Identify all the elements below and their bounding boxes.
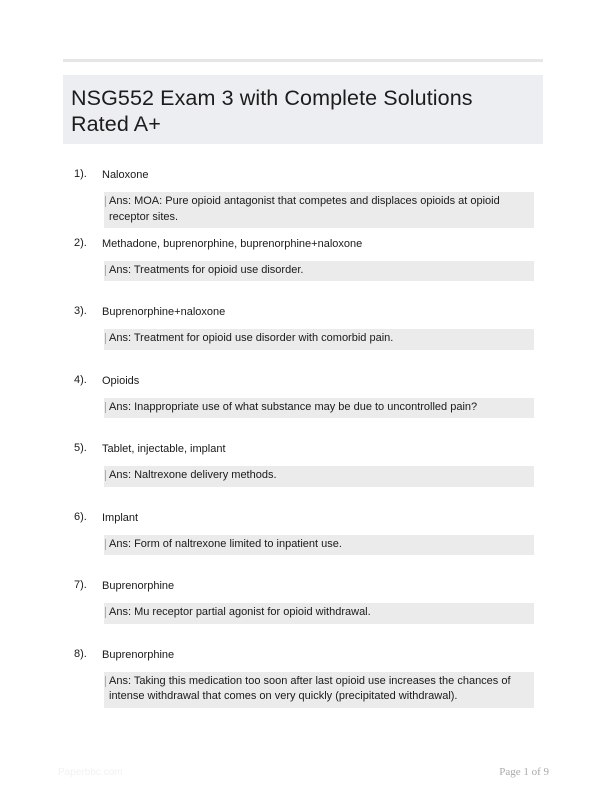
list-item (63, 510, 543, 579)
answer-box: Ans: MOA: Pure opioid antagonist that competes and displaces opioids at opioid receptor sites. (104, 192, 534, 228)
question-number: 2). (74, 236, 87, 249)
answer-box: Ans: Form of naltrexone limited to inpatient use. (104, 535, 534, 556)
document-title: NSG552 Exam 3 with Complete Solutions Rated A+ (71, 86, 473, 136)
question-number: 1). (74, 168, 87, 180)
question-text: Buprenorphine+naloxone (102, 306, 226, 318)
answer-box: Ans: Naltrexone delivery methods. (104, 466, 534, 487)
answer-box: Ans: Taking this medication too soon after last opioid use increases the chances of intense withdrawal that comes on very quickly (precipitated withdrawal). (104, 672, 534, 708)
footer-watermark: Paperbbc.com (58, 767, 123, 778)
question-number: 3). (74, 305, 87, 317)
question-number: 6). (74, 510, 87, 523)
list-item (63, 441, 543, 510)
list-item (63, 304, 543, 373)
list-item (63, 236, 543, 305)
question-text: Methadone, buprenorphine, buprenorphine+naloxone (102, 237, 363, 250)
question-text: Naloxone (102, 169, 149, 181)
list-item (63, 167, 543, 236)
question-number: 5). (74, 442, 87, 454)
question-list (63, 167, 543, 715)
answer-box: Ans: Mu receptor partial agonist for opioid withdrawal. (104, 603, 534, 624)
answer-box: Ans: Treatment for opioid use disorder with comorbid pain. (104, 329, 534, 350)
question-number: 8). (74, 647, 87, 660)
list-item (63, 578, 543, 647)
answer-box: Ans: Treatments for opioid use disorder. (104, 261, 534, 282)
question-text: Tablet, injectable, implant (102, 443, 226, 455)
question-number: 7). (74, 579, 87, 591)
title-banner (63, 75, 543, 144)
question-number: 4). (74, 373, 87, 386)
list-item (63, 373, 543, 442)
question-text: Buprenorphine (102, 580, 175, 592)
question-text: Opioids (102, 374, 140, 387)
list-item (63, 647, 543, 716)
answer-box: Ans: Inappropriate use of what substance may be due to uncontrolled pain? (104, 398, 534, 419)
question-text: Buprenorphine (102, 648, 175, 661)
page-indicator: Page 1 of 9 (499, 766, 549, 778)
top-divider (63, 59, 543, 62)
question-text: Implant (102, 511, 139, 524)
